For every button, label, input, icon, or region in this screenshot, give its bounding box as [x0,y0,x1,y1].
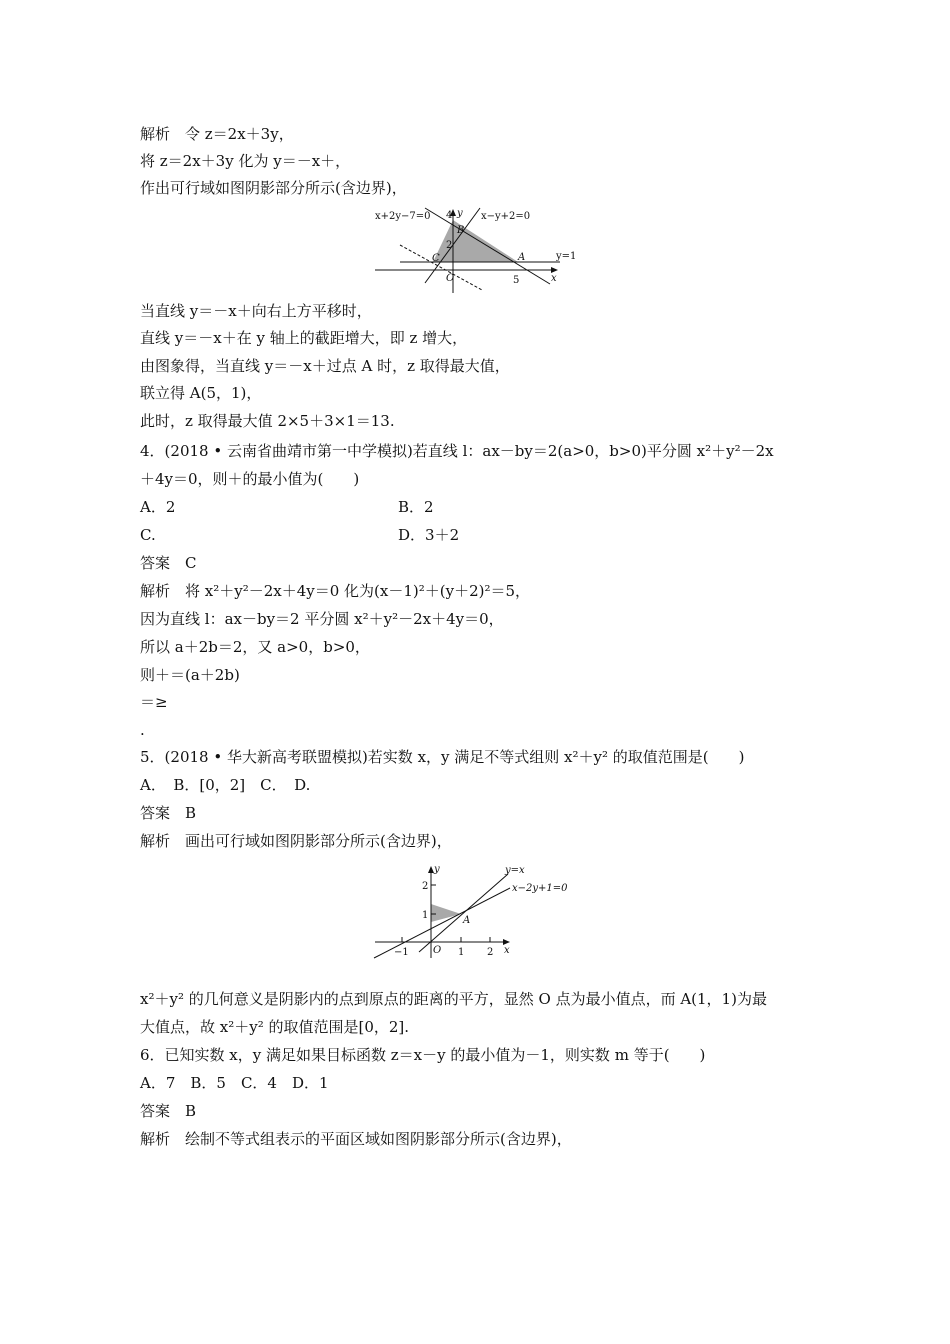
label-line-2: x−y+2=0 [481,211,531,222]
point-b-label: B [457,225,465,236]
tick-label-4: 4 [446,210,453,221]
tick-label-x2: 2 [487,947,494,958]
feasible-region-figure-1 [370,205,580,295]
feasible-region-figure-2 [372,860,587,960]
tick-label-y2: 2 [422,881,429,892]
option-d: D．3＋2 [398,526,460,544]
point-c-label: C [432,253,440,264]
solution-line: . [140,721,145,739]
question-5-options: A． B．[0，2] C． D. [140,776,311,794]
label-line-3: y=1 [556,251,577,262]
answer-line: 答案 C [140,554,197,572]
answer-line: 答案 B [140,1102,197,1120]
origin-label: O [433,945,442,956]
solution-line: 则＋＝(a＋2b) [140,666,240,684]
solution-line: x²＋y² 的几何意义是阴影内的点到原点的距离的平方，显然 O 点为最小值点，而 A(1，1)为最 [140,990,767,1008]
tick-label-y1: 1 [422,910,429,921]
solution-line: 直线 y＝－x＋在 y 轴上的截距增大，即 z 增大， [140,329,468,347]
option-c: C. [140,526,156,544]
x-axis-label: x [551,273,557,284]
question-6-options: A．7 B．5 C．4 D．1 [140,1074,329,1092]
y-axis-label: y [434,864,440,875]
solution-line: 解析 令 z＝2x＋3y， [140,125,294,143]
solution-line: 作出可行域如图阴影部分所示(含边界)， [140,179,407,197]
option-b: B．2 [398,498,434,516]
tick-label-x1: 1 [458,947,465,958]
solution-line: 大值点，故 x²＋y² 的取值范围是[0，2]. [140,1018,410,1036]
solution-line: 由图象得，当直线 y＝－x＋过点 A 时，z 取得最大值， [140,357,510,375]
solution-line: 解析 绘制不等式组表示的平面区域如图阴影部分所示(含边界)， [140,1130,572,1148]
solution-line: 联立得 A(5，1)， [140,384,262,402]
solution-line: 因为直线 l：ax－by＝2 平分圆 x²＋y²－2x＋4y＝0， [140,610,504,628]
solution-line: ＝≥ [140,693,168,711]
solution-line: 当直线 y＝－x＋向右上方平移时， [140,302,372,320]
point-a-label: A [463,915,471,926]
solution-line: 将 z＝2x＋3y 化为 y＝－x＋， [140,152,351,170]
question-4-stem: 4．(2018 • 云南省曲靖市第一中学模拟)若直线 l：ax－by＝2(a>0，b>0)平分圆 x²＋y²－2x [140,442,774,460]
question-6-stem: 6．已知实数 x，y 满足如果目标函数 z＝x－y 的最小值为－1，则实数 m 等于( ) [140,1046,706,1064]
question-4-stem-cont: ＋4y＝0，则＋的最小值为( ) [140,470,360,488]
question-5-stem: 5．(2018 • 华大新高考联盟模拟)若实数 x，y 满足不等式组则 x²＋y² 的取值范围是( ) [140,748,745,766]
solution-line: 所以 a＋2b＝2，又 a>0，b>0， [140,638,370,656]
label-line-1: x+2y−7=0 [375,211,431,222]
x-axis-label: x [504,945,510,956]
answer-line: 答案 B [140,804,197,822]
label-line-1: y=x [505,865,525,876]
point-a-label: A [518,252,526,263]
tick-label-5: 5 [513,275,520,286]
tick-label-2: 2 [446,240,453,251]
tick-label-xm1: −1 [394,947,409,958]
solution-line: 解析 将 x²＋y²－2x＋4y＝0 化为(x－1)²＋(y＋2)²＝5， [140,582,531,600]
y-axis-label: y [457,208,463,219]
origin-label: O [446,273,455,284]
option-a: A．2 [140,498,176,516]
solution-line: 解析 画出可行域如图阴影部分所示(含边界)， [140,832,452,850]
label-line-2: x−2y+1=0 [512,883,568,894]
solution-line: 此时，z 取得最大值 2×5＋3×1＝13. [140,412,395,430]
